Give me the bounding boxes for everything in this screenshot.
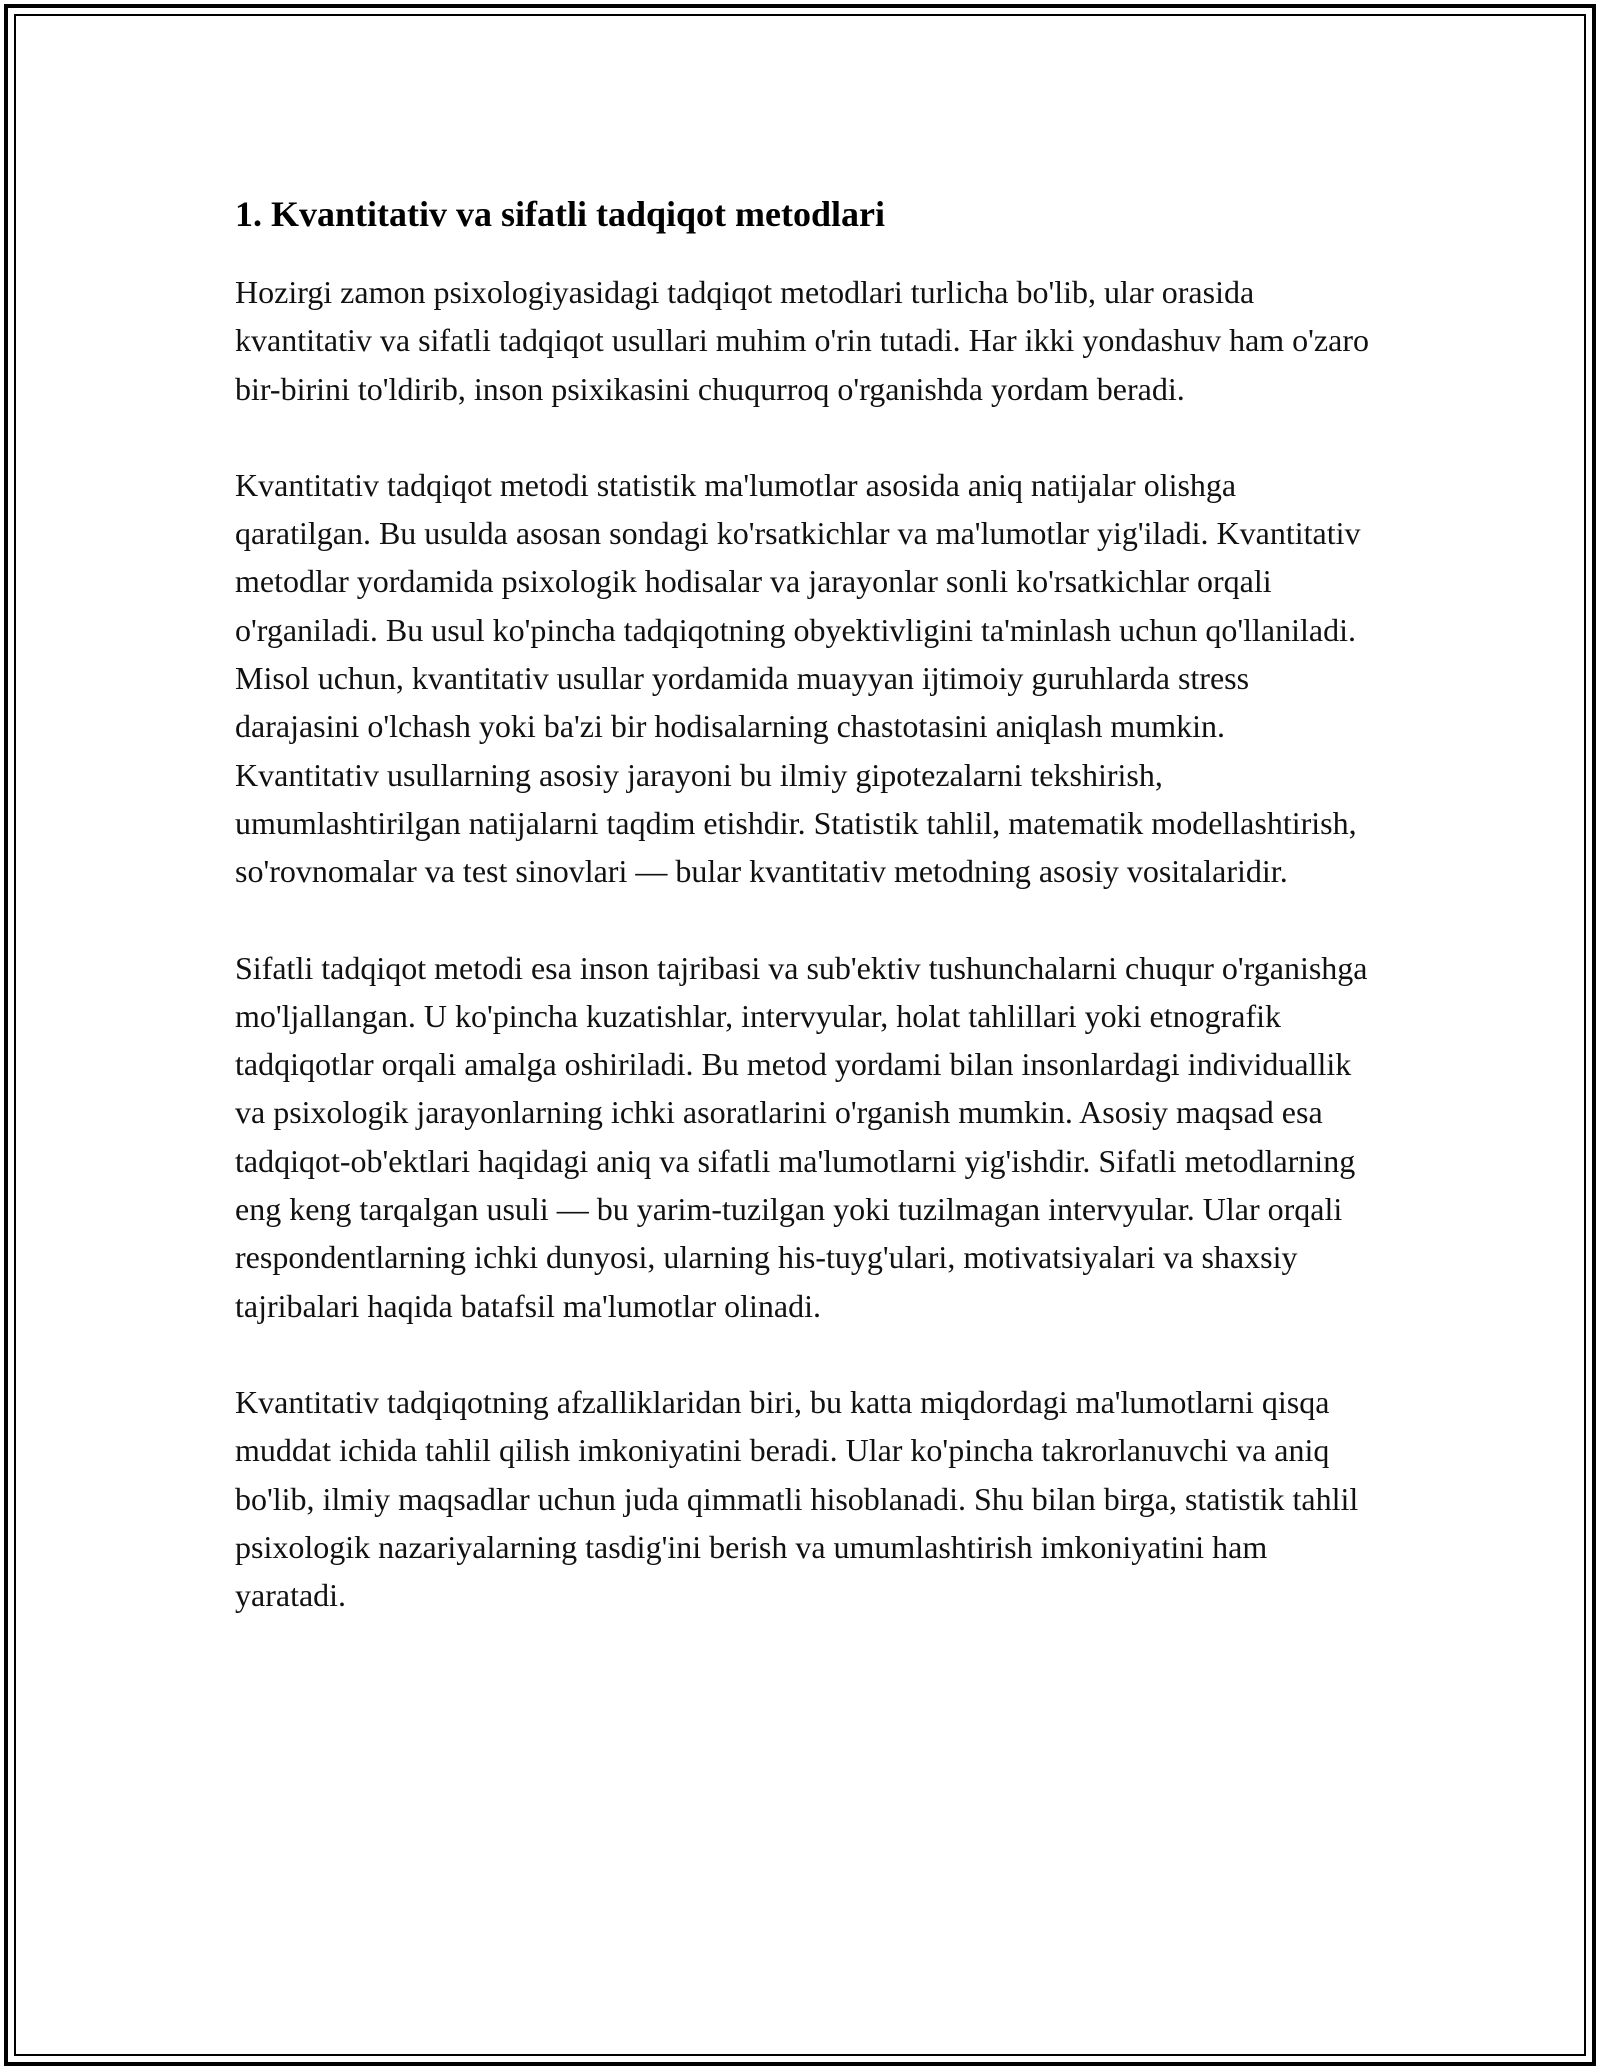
paragraph-quantitative: Kvantitativ tadqiqot metodi statistik ma'lumotlar asosida aniq natijalar olishga qaratilgan. Bu usulda asosan sondagi ko'rsatkichlar va ma'lumotlar yig'iladi. Kvantitativ metodlar yordamida psixologik hodisalar va jarayonlar sonli ko'rsatkichlar orqali o'rganiladi. Bu usul ko'pincha tadqiqotning obyektivligini ta'minlash uchun qo'llaniladi. Misol uchun, kvantitativ usullar yordamida muayyan ijtimoiy guruhlarda stress darajasini o'lchash yoki ba'zi bir hodisalarning chastotasini aniqlash mumkin. Kvantitativ usullarning asosiy jarayoni bu ilmiy gipotezalarni tekshirish, umumlashtirilgan natijalarni taqdim etishdir. Statistik tahlil, matematik modellashtirish, so'rovnomalar va test sinovlari — bular kvantitativ metodning asosiy vositalaridir. <box>235 466 1361 890</box>
paragraph-advantages: Kvantitativ tadqiqotning afzalliklaridan biri, bu katta miqdordagi ma'lumotlarni qisqa muddat ichida tahlil qilish imkoniyatini beradi. Ular ko'pincha takrorlanuvchi va aniq bo'lib, ilmiy maqsadlar uchun juda qimmatli hisoblanadi. Shu bilan birga, statistik tahlil psixologik nazariyalarning tasdig'ini berish va umumlashtirish imkoniyatini ham yaratadi. <box>235 1383 1359 1614</box>
section-heading: 1. Kvantitativ va sifatli tadqiqot metodlari <box>235 194 885 234</box>
paragraph-qualitative: Sifatli tadqiqot metodi esa inson tajribasi va sub'ektiv tushunchalarni chuqur o'rganishga mo'ljallangan. U ko'pincha kuzatishlar, intervyular, holat tahlillari yoki etnografik tadqiqotlar orqali amalga oshiriladi. Bu metod yordami bilan insonlardagi individuallik va psixologik jarayonlarning ichki asoratlarini o'rganish mumkin. Asosiy maqsad esa tadqiqot-ob'ektlari haqidagi aniq va sifatli ma'lumotlarni yig'ishdir. Sifatli metodlarning eng keng tarqalgan usuli — bu yarim-tuzilgan yoki tuzilmagan intervyular. Ular orqali respondentlarning ichki dunyosi, ularning his-tuyg'ulari, motivatsiyalari va shaxsiy tajribalari haqida batafsil ma'lumotlar olinadi. <box>235 949 1368 1324</box>
document-body <box>235 184 1375 1619</box>
paragraph-intro: Hozirgi zamon psixologiyasidagi tadqiqot metodlari turlicha bo'lib, ular orasida kvantitativ va sifatli tadqiqot usullari muhim o'rin tutadi. Har ikki yondashuv ham o'zaro bir-birini to'ldirib, inson psixikasini chuqurroq o'rganishda yordam beradi. <box>235 274 1369 407</box>
